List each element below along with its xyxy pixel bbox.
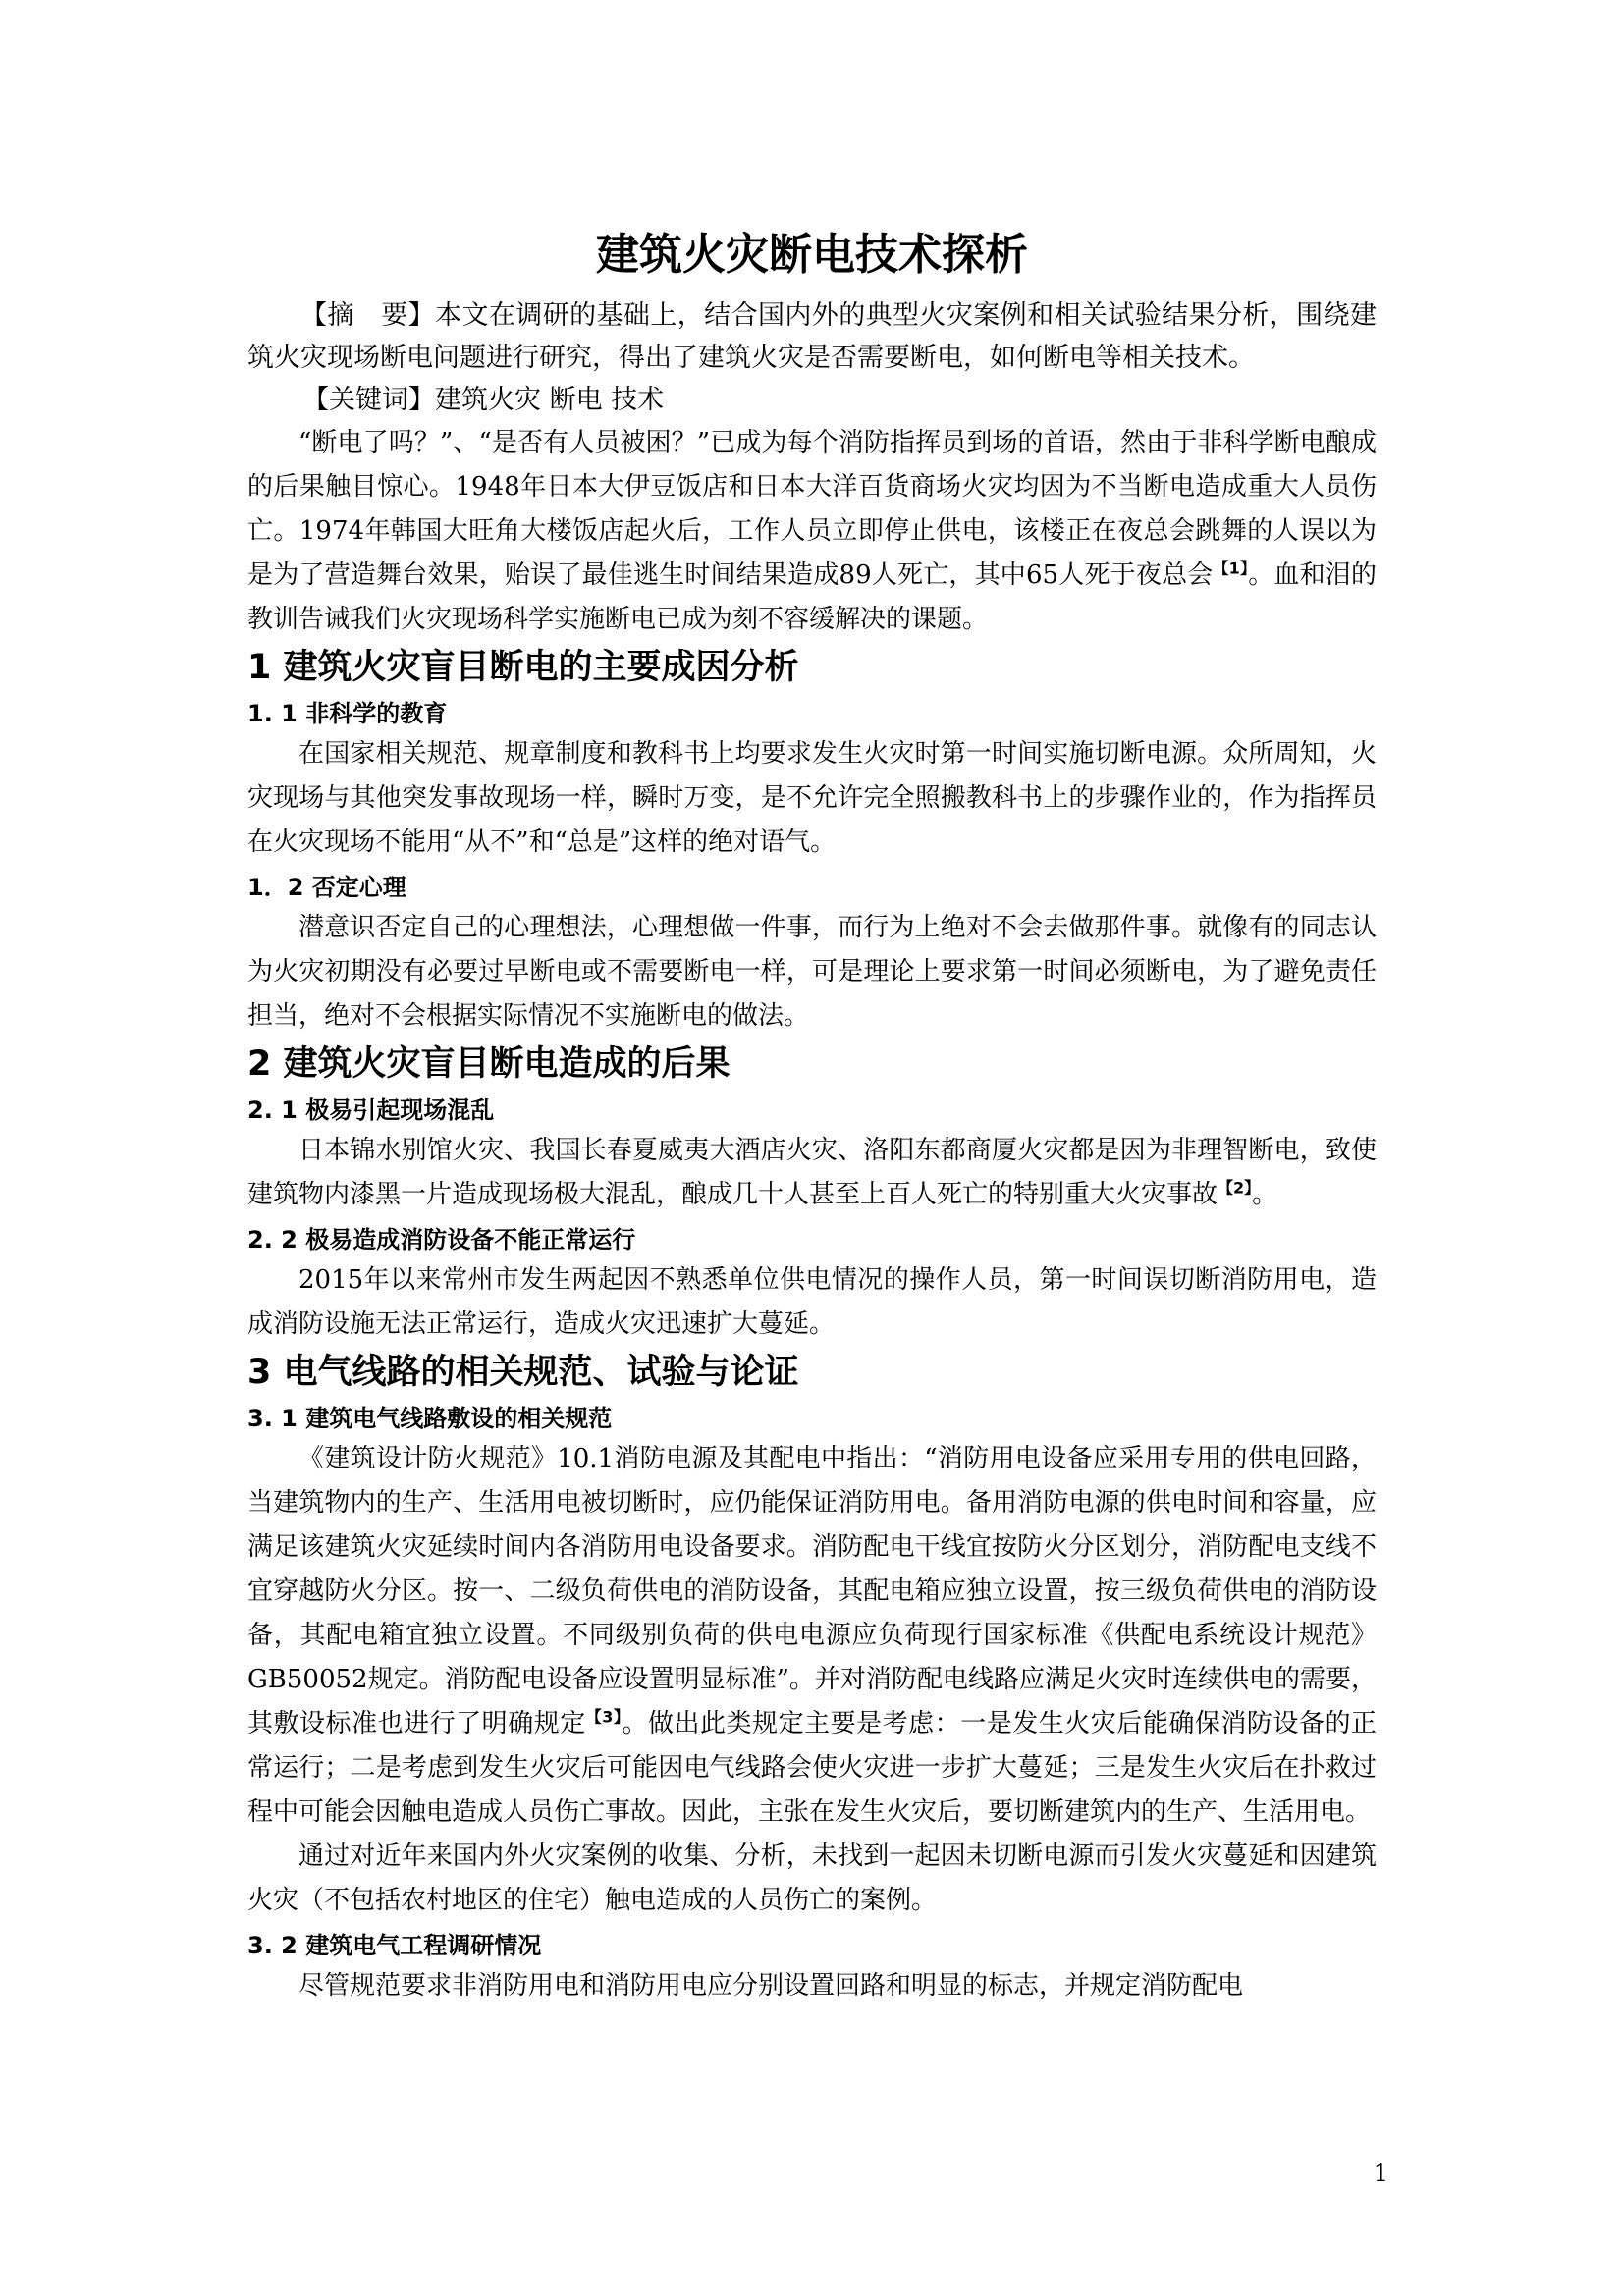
section-3-2-paragraph: 尽管规范要求非消防用电和消防用电应分别设置回路和明显的标志，并规定消防配电 — [298, 1971, 1244, 2001]
section-2-1-text-after: 。 — [1252, 1180, 1278, 1209]
section-3-1-text-after: 。做出此类规定主要是考虑：一是发生火灾后能确保消防设备的正常运行；二是考虑到发生火灾后可能因电气线路会使火灾进一步扩大蔓延；三是发生火灾后在扑救过程中可能会因触电造成人员伤亡事故。因此，主张在发生火灾后，要切断建筑内的生产、生活用电。 — [247, 1709, 1377, 1827]
section-2-1-heading: 2. 1 极易引起现场混乱 — [247, 1096, 495, 1124]
section-3-1-text: 《建筑设计防火规范》10.1消防电源及其配电中指出：“消防用电设备应采用专用的供电回路，当建筑物内的生产、生活用电被切断时，应仍能保证消防用电。备用消防电源的供电时间和容量，应满足该建筑火灾延续时间内各消防用电设备要求。消防配电干线宜按防火分区划分，消防配电支线不宜穿越防火分区。按一、二级负荷供电的消防设备，其配电箱应独立设置，按三级负荷供电的消防设备，其配电箱宜独立设置。不同级别负荷的供电电源应负荷现行国家标准《供配电系统设计规范》GB50052规定。消防配电设备应设置明显标准”。并对消防配电线路应满足火灾时连续供电的需要，其敷设标准也进行了明确规定 — [247, 1444, 1377, 1738]
article-body — [247, 226, 1377, 2008]
section-2-heading: 2 建筑火灾盲目断电造成的后果 — [247, 1044, 731, 1084]
section-2-2-heading: 2. 2 极易造成消防设备不能正常运行 — [247, 1226, 636, 1254]
section-1-heading: 1 建筑火灾盲目断电的主要成因分析 — [247, 648, 799, 687]
citation-2: 【2】 — [1218, 1178, 1253, 1198]
abstract: 【摘 要】本文在调研的基础上，结合国内外的典型火灾案例和相关试验结果分析，围绕建筑火灾现场断电问题进行研究，得出了建筑火灾是否需要断电，如何断电等相关技术。 — [247, 300, 1377, 373]
section-2-2-paragraph: 2015年以来常州市发生两起因不熟悉单位供电情况的操作人员，第一时间误切断消防用电，造成消防设施无法正常运行，造成火灾迅速扩大蔓延。 — [247, 1265, 1377, 1339]
section-1-1-paragraph: 在国家相关规范、规章制度和教科书上均要求发生火灾时第一时间实施切断电源。众所周知，火灾现场与其他突发事故现场一样，瞬时万变，是不允许完全照搬教科书上的步骤作业的，作为指挥员在火灾现场不能用“从不”和“总是”这样的绝对语气。 — [247, 739, 1377, 857]
section-3-1-paragraph-2: 通过对近年来国内外火灾案例的收集、分析，未找到一起因未切断电源而引发火灾蔓延和因建筑火灾（不包括农村地区的住宅）触电造成的人员伤亡的案例。 — [247, 1842, 1377, 1915]
intro-text-after: 。血和泪的教训告诫我们火灾现场科学实施断电已成为刻不容缓解决的课题。 — [247, 561, 1377, 634]
keywords: 【关键词】建筑火灾 断电 技术 — [302, 385, 665, 415]
section-1-2-paragraph: 潜意识否定自己的心理想法，心理想做一件事，而行为上绝对不会去做那件事。就像有的同志认为火灾初期没有必要过早断电或不需要断电一样，可是理论上要求第一时间必须断电，为了避免责任担当，绝对不会根据实际情况不实施断电的做法。 — [247, 913, 1377, 1031]
citation-3: 【3】 — [585, 1707, 623, 1727]
section-3-1-heading: 3. 1 建筑电气线路敷设的相关规范 — [247, 1405, 613, 1432]
section-3-1-paragraph — [247, 1437, 1377, 1835]
intro-text: “断电了吗？”、“是否有人员被困？”已成为每个消防指挥员到场的首语，然由于非科学断电酿成的后果触目惊心。1948年日本大伊豆饭店和日本大洋百货商场火灾均因为不当断电造成重大人员伤亡。1974年韩国大旺角大楼饭店起火后，工作人员立即停止供电，该楼正在夜总会跳舞的人误以为是为了营造舞台效果，贻误了最佳逃生时间结果造成89人死亡，其中65人死于夜总会 — [247, 428, 1377, 590]
article-title: 建筑火灾断电技术探析 — [596, 230, 1028, 280]
section-2-1-text: 日本锦水别馆火灾、我国长春夏威夷大酒店火灾、洛阳东都商厦火灾都是因为非理智断电，致使建筑物内漆黑一片造成现场极大混乱，酿成几十人甚至上百人死亡的特别重大火灾事故 — [247, 1136, 1377, 1209]
citation-1: 【1】 — [1213, 559, 1249, 578]
section-2-1-paragraph — [247, 1129, 1377, 1217]
section-3-2-heading: 3. 2 建筑电气工程调研情况 — [247, 1932, 542, 1959]
section-1-2-heading: 1．2 否定心理 — [247, 874, 406, 901]
page-number: 1 — [1373, 2160, 1388, 2187]
intro-paragraph — [247, 421, 1377, 642]
section-3-heading: 3 电气线路的相关规范、试验与论证 — [247, 1353, 799, 1392]
section-1-1-heading: 1. 1 非科学的教育 — [247, 700, 448, 727]
